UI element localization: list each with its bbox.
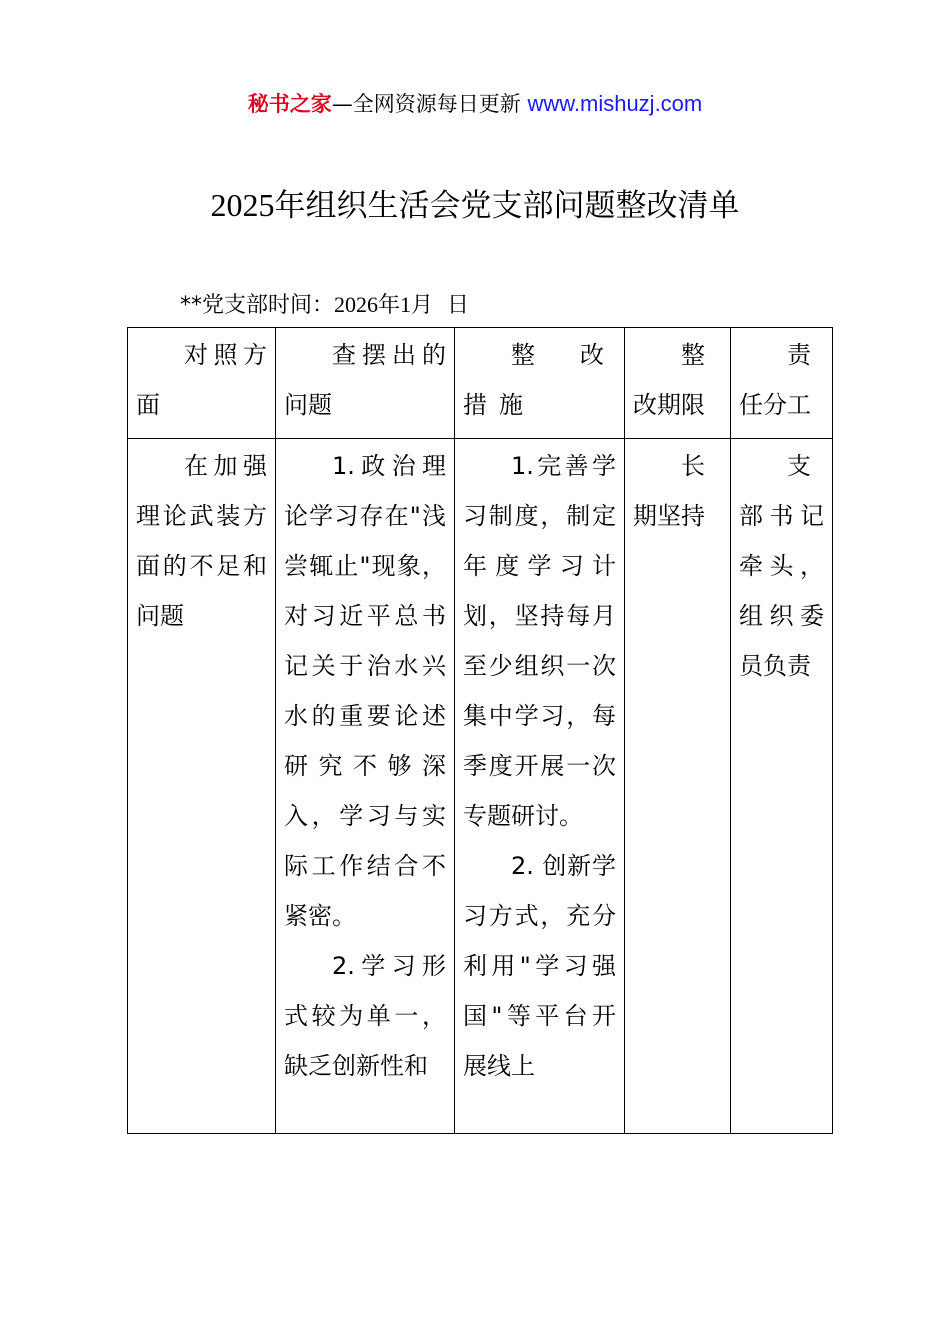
document-title [0,180,950,231]
meta-month: 1 [400,292,412,317]
rectification-table [127,327,833,1134]
cell-problems [276,439,455,1134]
cell-aspect: 在加强理论武装方面的不足和问题 [128,439,276,1134]
problem-item: 2.学习形式较为单一，缺乏创新性和 [284,952,446,1080]
meta-year-unit: 年 [378,293,401,318]
cell-deadline: 长期坚持 [625,439,731,1134]
meta-month-unit: 月 [411,293,434,318]
measure-item: 1.完善学习制度，制定年度学习计划，坚持每月至少组织一次集中学习，每季度开展一次专题研讨。 [463,452,616,830]
brand-name: 秘书之家 [247,92,332,116]
meta-year: 2026 [334,292,379,317]
site-header [0,88,950,120]
meta-day-unit: 日 [447,293,470,318]
site-url-link[interactable]: www.mishuzj.com [527,91,703,116]
cell-responsibility: 支部书记牵头，组织委员负责 [731,439,833,1134]
title-text: 年组织生活会党支部问题整改清单 [274,188,740,224]
measure-item: 2. 创新学习方式，充分利用"学习强国"等平台开展线上 [463,852,616,1080]
table-header-row [128,328,833,439]
site-tagline: —全网资源每日更新 [331,92,521,116]
title-year: 2025 [210,187,275,223]
meta-prefix: **党支部时间： [180,293,335,318]
branch-date-line [180,288,469,323]
header-responsibility: 责任分工 [731,328,833,439]
header-problems: 查摆出的问题 [276,328,455,439]
cell-measures [455,439,625,1134]
header-aspect: 对照方面 [128,328,276,439]
header-measures: 整改措施 [455,328,625,439]
header-deadline: 整改期限 [625,328,731,439]
problem-item: 1.政治理论学习存在"浅尝辄止"现象，对习近平总书记关于治水兴水的重要论述研究不够深入，学习与实际工作结合不紧密。 [284,452,446,930]
table-row [128,439,833,1134]
